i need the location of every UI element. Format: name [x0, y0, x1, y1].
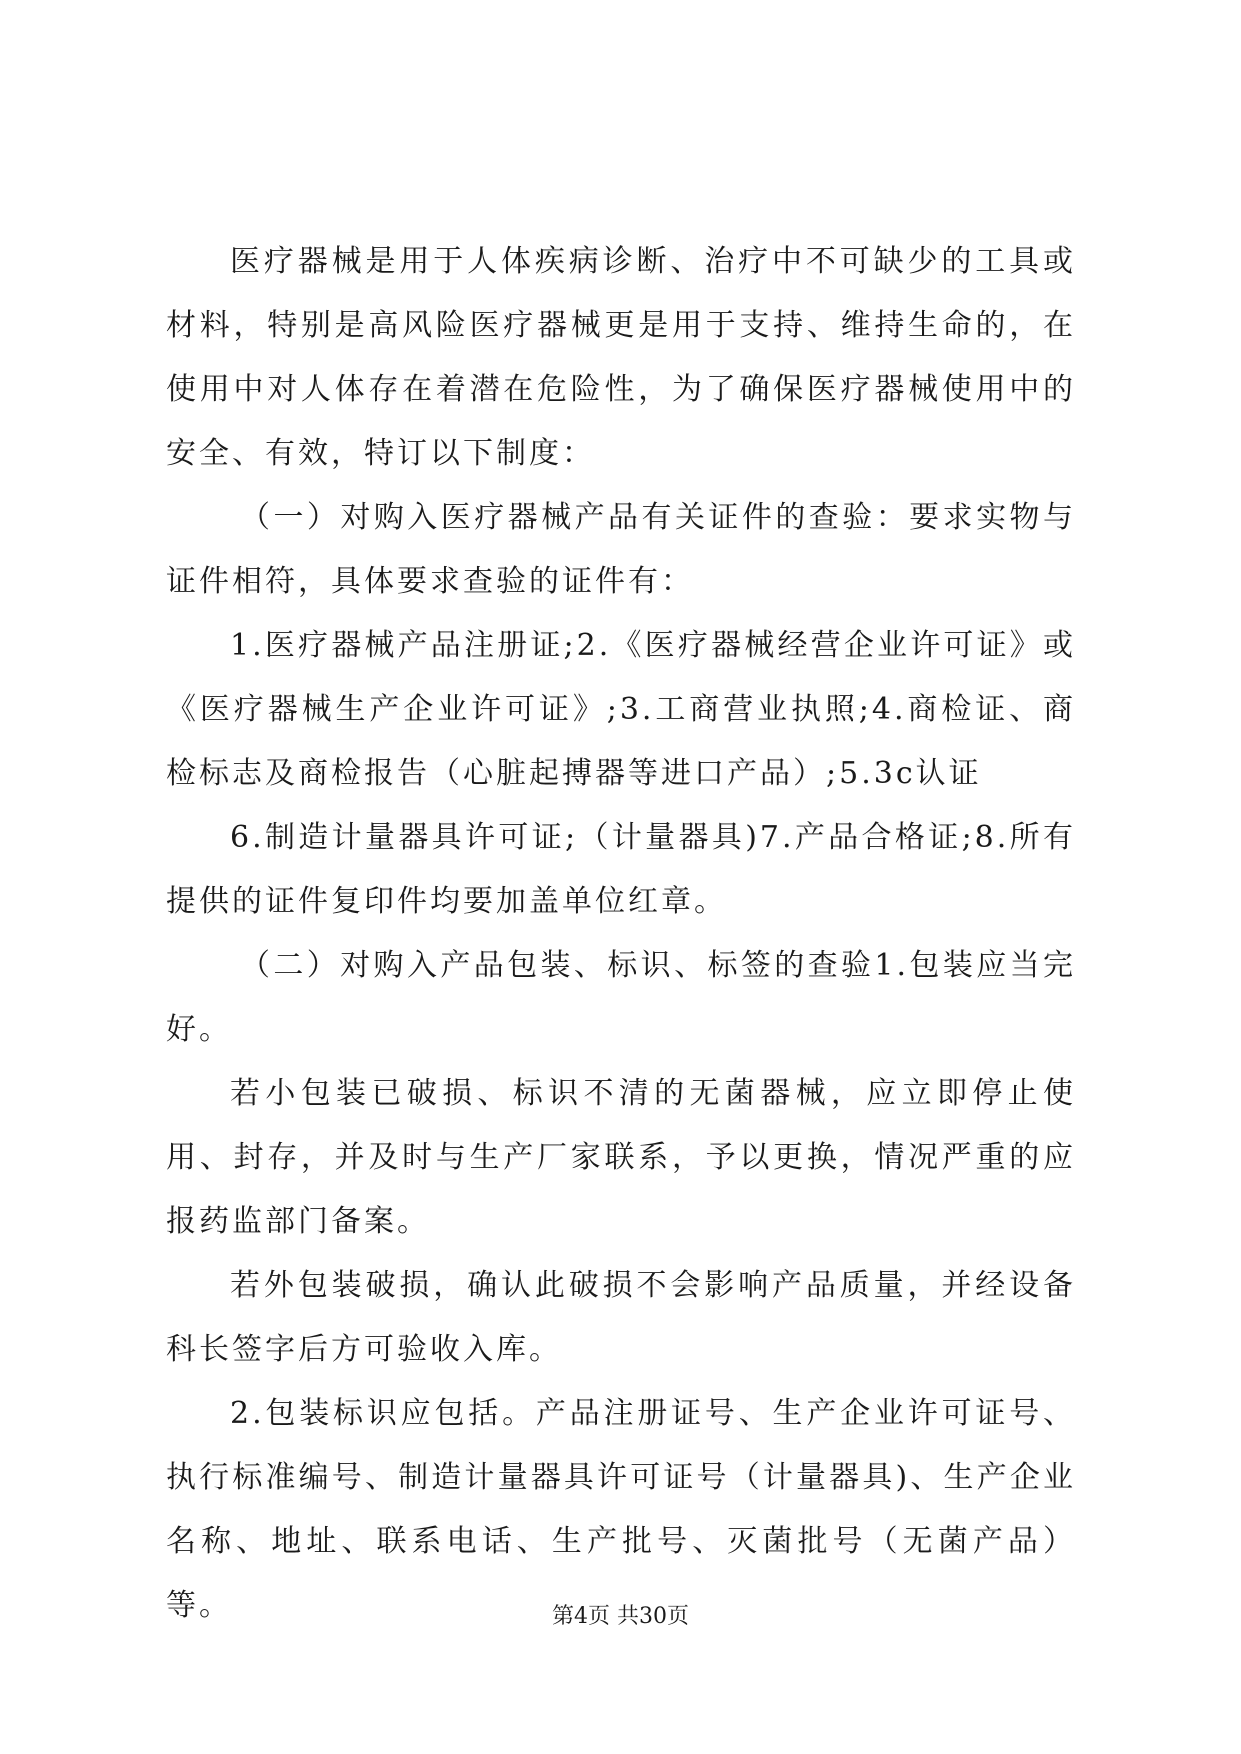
document-body: [166, 230, 1076, 1638]
paragraph-outer-package-damage: 若外包装破损，确认此破损不会影响产品质量，并经设备科长签字后方可验收入库。: [166, 1268, 1076, 1367]
paragraph-section-1-heading: （一）对购入医疗器械产品有关证件的查验：要求实物与证件相符，具体要求查验的证件有：: [166, 500, 1076, 599]
paragraph-section-2-heading: （二）对购入产品包装、标识、标签的查验1.包装应当完好。: [166, 948, 1076, 1047]
paragraph-certificate-list-continued: 6.制造计量器具许可证;（计量器具)7.产品合格证;8.所有提供的证件复印件均要加盖单位红章。: [166, 820, 1076, 919]
page-number-footer: 第4页 共30页: [552, 1604, 689, 1629]
paragraph-small-package-damage: 若小包装已破损、标识不清的无菌器械，应立即停止使用、封存，并及时与生产厂家联系，予以更换，情况严重的应报药监部门备案。: [166, 1076, 1076, 1239]
paragraph-certificate-list: 1.医疗器械产品注册证;2.《医疗器械经营企业许可证》或《医疗器械生产企业许可证》;3.工商营业执照;4.商检证、商检标志及商检报告（心脏起搏器等进口产品）;5.3c认证: [166, 628, 1076, 791]
paragraph-package-labeling: 2.包装标识应包括。产品注册证号、生产企业许可证号、执行标准编号、制造计量器具许可证号（计量器具)、生产企业名称、地址、联系电话、生产批号、灭菌批号（无菌产品）等。: [166, 1396, 1076, 1623]
paragraph-intro: 医疗器械是用于人体疾病诊断、治疗中不可缺少的工具或材料，特别是高风险医疗器械更是用于支持、维持生命的，在使用中对人体存在着潜在危险性，为了确保医疗器械使用中的安全、有效，特订以下制度：: [166, 244, 1076, 471]
